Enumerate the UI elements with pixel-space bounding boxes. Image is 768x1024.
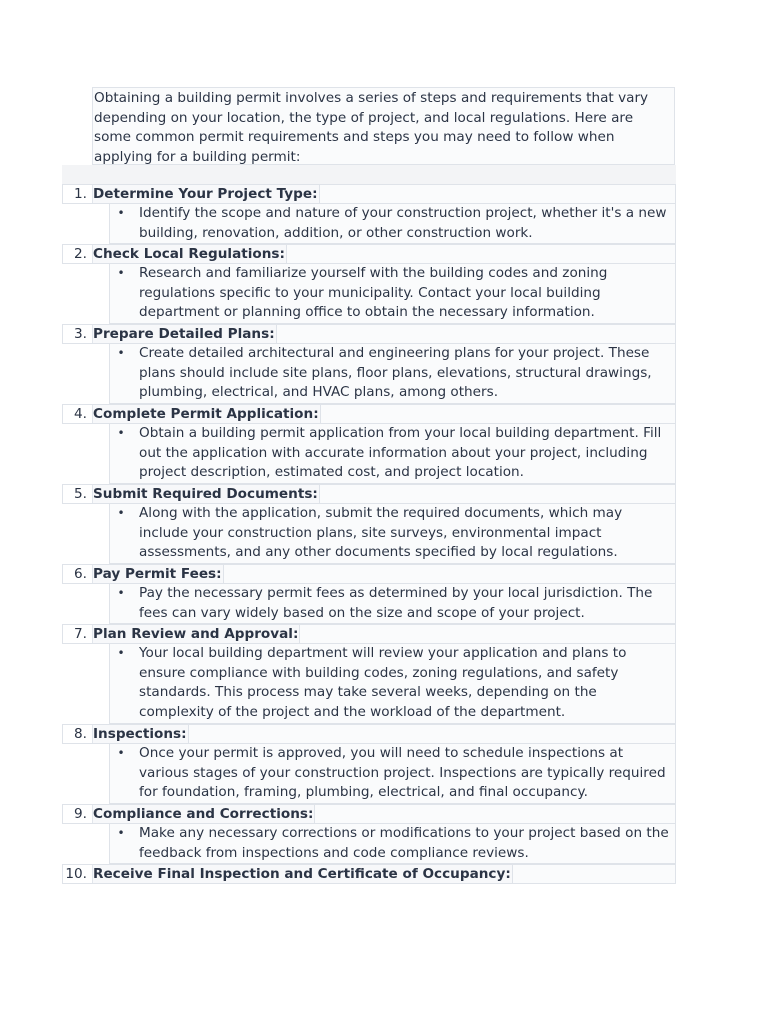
list-item [62,324,676,404]
step-title: Pay Permit Fees: [93,566,222,582]
bullet-icon: • [117,646,125,660]
list-item [62,244,676,324]
step-header [62,484,676,504]
list-item [62,184,676,244]
bullet-icon: • [117,426,125,440]
step-title: Receive Final Inspection and Certificate of Occupancy: [93,866,511,882]
bullet-icon: • [117,506,125,520]
step-number: 8. [63,725,93,743]
step-detail [109,344,676,404]
bullet-icon: • [117,586,125,600]
steps-list [62,184,676,884]
step-header [62,324,676,344]
step-header [62,864,676,884]
spacer-row [62,165,676,185]
list-item [62,404,676,484]
list-item [62,724,676,804]
step-detail-text: Create detailed architectural and engineering plans for your project. These plans should include site plans, floor plans, elevations, structural drawings, plumbing, electrical, and HVAC plans, among others. [139,345,652,401]
step-detail [109,584,676,624]
list-item [62,484,676,564]
step-detail [109,264,676,324]
step-detail-text: Pay the necessary permit fees as determined by your local jurisdiction. The fees can vary widely based on the size and scope of your project. [139,585,653,621]
bullet-icon: • [117,826,125,840]
step-title: Plan Review and Approval: [93,626,299,642]
step-detail-text: Identify the scope and nature of your construction project, whether it's a new building, renovation, addition, or other construction work. [139,205,667,241]
step-title: Submit Required Documents: [93,486,318,502]
step-detail [109,504,676,564]
step-title: Check Local Regulations: [93,246,285,262]
step-header [62,404,676,424]
step-detail [109,204,676,244]
step-number: 4. [63,405,93,423]
step-detail-text: Research and familiarize yourself with the building codes and zoning regulations specific to your municipality. Contact your local building department or planning office to obtain the necessary information. [139,265,608,321]
step-header [62,184,676,204]
step-number: 2. [63,245,93,263]
step-title: Compliance and Corrections: [93,806,314,822]
step-detail [109,424,676,484]
step-detail-text: Your local building department will review your application and plans to ensure compliance with building codes, zoning regulations, and safety standards. This process may take several weeks, depending on the complexity of the project and the workload of the department. [139,645,627,720]
bullet-icon: • [117,266,125,280]
step-number: 6. [63,565,93,583]
step-detail-text: Once your permit is approved, you will need to schedule inspections at various stages of your construction project. Inspections are typically required for foundation, framing, plumbing, electrical, and final occupancy. [139,745,666,801]
step-number: 1. [63,185,93,203]
step-detail [109,644,676,724]
step-header [62,564,676,584]
step-number: 7. [63,625,93,643]
step-title: Inspections: [93,726,187,742]
step-detail-text: Along with the application, submit the required documents, which may include your construction plans, site surveys, environmental impact assessments, and any other documents specified by local regulations. [139,505,623,561]
step-title: Complete Permit Application: [93,406,319,422]
step-detail [109,744,676,804]
intro-paragraph: Obtaining a building permit involves a series of steps and requirements that vary depending on your location, the type of project, and local regulations. Here are some common permit requirements and steps you may need to follow when applying for a building permit: [92,87,675,165]
list-item [62,804,676,864]
list-item [62,624,676,724]
step-number: 10. [63,865,93,883]
bullet-icon: • [117,346,125,360]
list-item [62,564,676,624]
step-number: 3. [63,325,93,343]
bullet-icon: • [117,206,125,220]
step-title: Determine Your Project Type: [93,186,318,202]
step-detail-text: Make any necessary corrections or modifications to your project based on the feedback from inspections and code compliance reviews. [139,825,669,861]
step-header [62,244,676,264]
step-detail [109,824,676,864]
step-number: 5. [63,485,93,503]
step-detail-text: Obtain a building permit application from your local building department. Fill out the application with accurate information about your project, including project description, estimated cost, and project location. [139,425,662,481]
step-header [62,804,676,824]
bullet-icon: • [117,746,125,760]
list-item [62,864,676,884]
step-number: 9. [63,805,93,823]
step-header [62,624,676,644]
step-header [62,724,676,744]
step-title: Prepare Detailed Plans: [93,326,275,342]
